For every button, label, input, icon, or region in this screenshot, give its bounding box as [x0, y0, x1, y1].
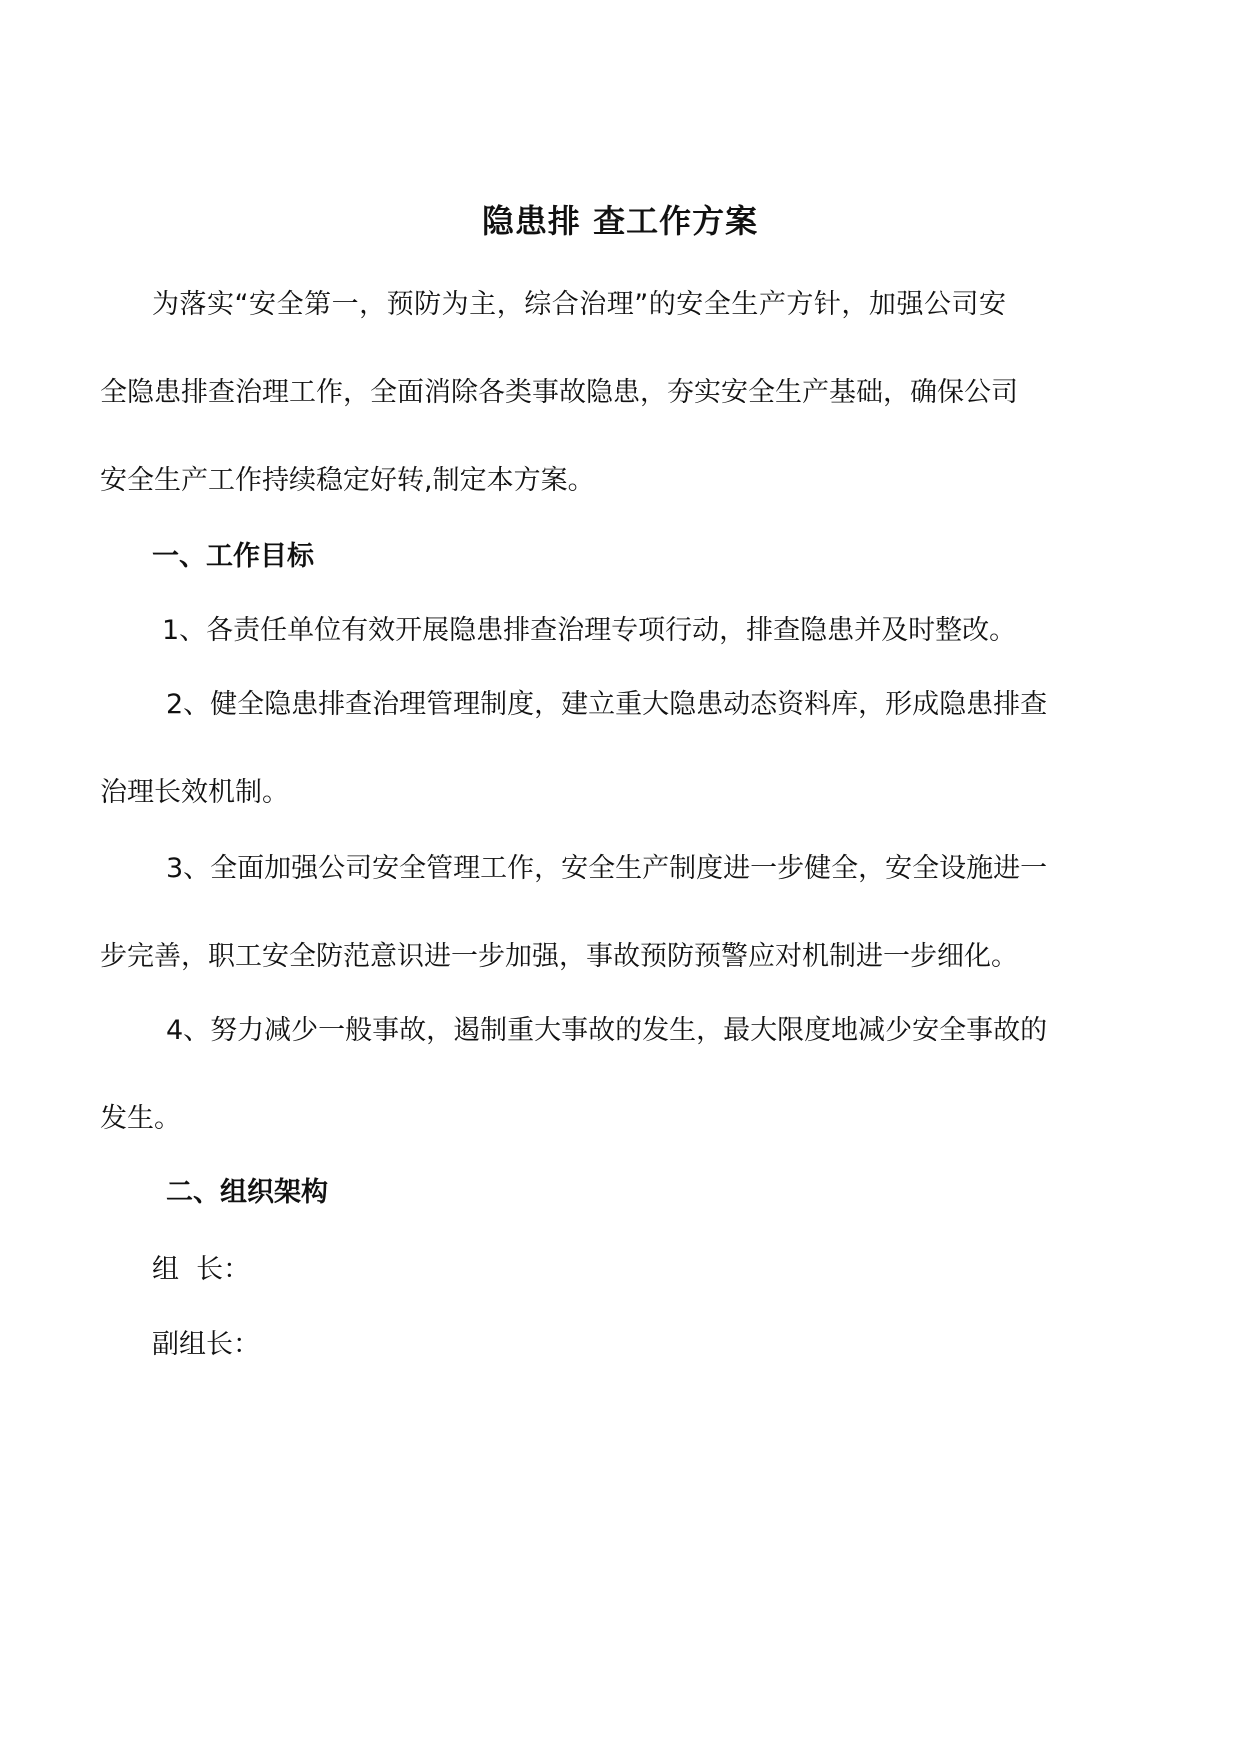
goal-item-3-line-2: 步完善，职工安全防范意识进一步加强，事故预防预警应对机制进一步细化。 [100, 941, 1018, 972]
goal-item-2-line-2: 治理长效机制。 [100, 777, 289, 808]
group-leader-label: 组 长： [152, 1254, 251, 1285]
deputy-leader-label: 副组长： [152, 1329, 260, 1360]
document-title: 隐患排 查工作方案 [481, 202, 759, 240]
goal-item-3-line-1: 3、全面加强公司安全管理工作，安全生产制度进一步健全，安全设施进一 [166, 853, 1048, 884]
intro-line-1: 为落实“安全第一，预防为主，综合治理”的安全生产方针，加强公司安 [152, 289, 1006, 320]
goal-item-4-line-2: 发生。 [100, 1103, 181, 1134]
goal-item-2-line-1: 2、健全隐患排查治理管理制度，建立重大隐患动态资料库，形成隐患排查 [166, 689, 1048, 720]
intro-line-3: 安全生产工作持续稳定好转,制定本方案。 [100, 465, 595, 496]
section-2-heading: 二、组织架构 [166, 1177, 328, 1208]
goal-item-4-line-1: 4、努力减少一般事故，遏制重大事故的发生，最大限度地减少安全事故的 [166, 1015, 1048, 1046]
section-1-heading: 一、工作目标 [152, 541, 314, 572]
intro-line-2: 全隐患排查治理工作，全面消除各类事故隐患，夯实安全生产基础，确保公司 [100, 377, 1018, 408]
goal-item-1: 1、各责任单位有效开展隐患排查治理专项行动，排查隐患并及时整改。 [162, 615, 1017, 646]
